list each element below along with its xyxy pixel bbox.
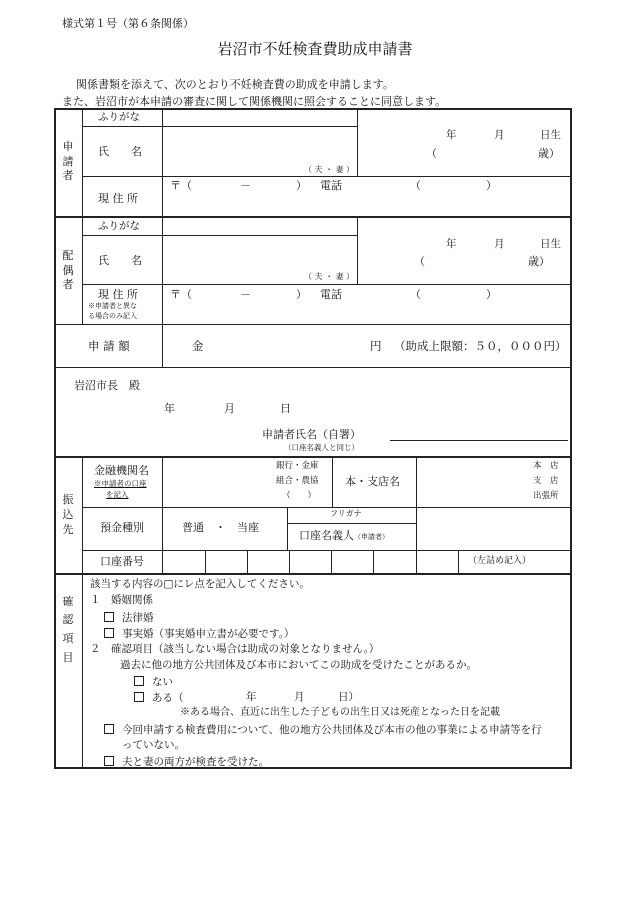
amount-limit-note: （助成上限額：５０，０００円）	[394, 339, 567, 353]
spouse-birth-month: 月	[494, 238, 505, 250]
signature-line	[390, 440, 568, 441]
spouse-postal-mark: 〒（	[170, 288, 192, 301]
checkbox-icon[interactable]	[104, 612, 114, 622]
check-common-law[interactable]: 事実婚（事実婚申立書が必要です。）	[104, 628, 294, 640]
applicant-birth-month: 月	[494, 129, 505, 141]
account-holder-label: 口座名義人（申請者）	[299, 529, 389, 542]
spouse-furigana-field[interactable]	[163, 219, 356, 234]
check-no-other-application[interactable]: 今回申請する検査費用について、他の地方公共団体及び本市の他の事業による申請等を行	[104, 724, 542, 736]
amount-field[interactable]	[205, 330, 365, 362]
prior-day: 日）	[338, 691, 359, 703]
kana-label: フリガナ	[330, 509, 362, 518]
spouse-address-label: 現 住 所	[98, 288, 138, 301]
check-no-prior[interactable]: ない	[134, 676, 173, 688]
date-day: 日	[280, 402, 291, 415]
confirmation-instruction: 該当する内容の□にレ点を記入してください。	[90, 578, 310, 590]
applicant-furigana-field[interactable]	[163, 109, 356, 125]
spouse-age-open: （	[414, 255, 425, 268]
spouse-phone-open: （	[410, 288, 421, 301]
spouse-birth-day: 日生	[540, 238, 561, 250]
checkbox-icon[interactable]	[104, 724, 114, 734]
account-number-field[interactable]	[163, 551, 457, 572]
check-no-other-application-cont: っていない。	[122, 739, 185, 751]
amount-prefix: 金	[192, 339, 204, 353]
spouse-address-field[interactable]	[163, 285, 571, 323]
branch-label: 本・支店名	[345, 475, 400, 488]
deposit-type-label: 預金種別	[100, 521, 144, 534]
spouse-role-hint: （ 夫 ・ 妻 ）	[304, 272, 355, 281]
amount-unit: 円	[370, 339, 382, 353]
applicant-phone-open: （	[410, 179, 421, 192]
applicant-birth-day: 日生	[540, 129, 561, 141]
applicant-address-field[interactable]	[163, 177, 571, 215]
signature-note: （口座名義人と同じ）	[284, 443, 359, 452]
applicant-postal-dash: －	[240, 179, 251, 192]
spouse-section-label: 配 偶 者	[62, 248, 74, 292]
intro-line-2: また、岩沼市が本申請の審査に関して関係機関に照会することに同意します。	[62, 95, 447, 108]
applicant-postal-mark: 〒（	[170, 179, 192, 192]
applicant-role-hint: （ 夫 ・ 妻 ）	[304, 165, 355, 174]
branch-type-1: 本 店	[533, 461, 559, 471]
signature-label: 申請者氏名（自署）	[262, 428, 361, 441]
branch-name-field[interactable]	[417, 459, 527, 506]
branch-type-2: 支 店	[533, 476, 559, 486]
institution-type-1: 銀行・金庫	[276, 461, 319, 471]
page-title: 岩沼市不妊検査費助成申請書	[217, 40, 413, 58]
branch-type-3: 出張所	[533, 491, 559, 501]
applicant-phone-close: ）	[486, 179, 497, 192]
intro-line-1: 関係書類を添えて、次のとおり不妊検査費の助成を申請します。	[76, 78, 394, 91]
date-year: 年	[164, 402, 175, 415]
checkbox-icon[interactable]	[134, 676, 144, 686]
signature-field[interactable]	[390, 424, 568, 440]
institution-type-3: （ ）	[282, 491, 317, 501]
spouse-birth-year: 年	[446, 238, 457, 250]
spouse-postal-dash: －	[240, 288, 251, 301]
check-legal-marriage[interactable]: 法律婚	[104, 612, 154, 624]
account-note: （左詰め記入）	[468, 556, 532, 566]
institution-note-2: を記入	[106, 490, 129, 499]
check-both-tested[interactable]: 夫と妻の両方が検査を受けた。	[104, 756, 269, 768]
institution-type-2: 組合・農協	[276, 476, 319, 486]
mayor-addressee: 岩沼市長 殿	[74, 379, 140, 392]
applicant-birth-year: 年	[446, 129, 457, 141]
institution-name-field[interactable]	[163, 459, 273, 506]
spouse-postal-close: ）	[296, 288, 307, 301]
spouse-address-note-1: ※申請者と異な	[88, 302, 137, 310]
prior-year: 年	[246, 691, 257, 703]
spouse-furigana-label: ふりがな	[98, 220, 140, 232]
account-number-label: 口座番号	[100, 555, 144, 568]
check-yes-prior[interactable]: ある（	[134, 692, 184, 704]
holder-name-field[interactable]	[417, 524, 571, 549]
applicant-age-unit: 歳）	[538, 147, 560, 160]
bank-section-label: 振 込 先	[62, 493, 74, 536]
holder-kana-field[interactable]	[417, 508, 571, 523]
date-month: 月	[224, 402, 235, 415]
spouse-name-label: 氏 名	[98, 254, 142, 267]
applicant-furigana-label: ふりがな	[98, 111, 140, 123]
spouse-phone-close: ）	[486, 288, 497, 301]
confirmation-section-label: 確 認 項 目	[62, 594, 74, 664]
form-number: 様式第１号（第６条関係）	[62, 17, 194, 30]
checkbox-icon[interactable]	[104, 628, 114, 638]
item1-title: １ 婚姻関係	[90, 594, 153, 606]
applicant-phone-label: 電話	[320, 179, 342, 192]
institution-note-1: ※申請者の口座	[94, 479, 147, 488]
yes-note: ※ある場合、直近に出生した子どもの出生日又は死産となった日を記載	[180, 707, 500, 718]
spouse-phone-label: 電話	[320, 288, 342, 301]
applicant-age-open: （	[426, 147, 437, 160]
application-date-field[interactable]	[130, 399, 300, 417]
prior-month: 月	[294, 691, 305, 703]
checkbox-icon[interactable]	[104, 756, 114, 766]
institution-label: 金融機関名	[94, 464, 149, 477]
item2-question: 過去に他の地方公共団体及び本市においてこの助成を受けたことがあるか。	[120, 659, 477, 671]
amount-label: 申 請 額	[88, 339, 130, 353]
checkbox-icon[interactable]	[134, 692, 144, 702]
spouse-birth-field[interactable]	[358, 219, 571, 283]
deposit-type-options[interactable]: 普通 ・ 当座	[182, 521, 259, 534]
applicant-name-label: 氏 名	[98, 145, 142, 158]
spouse-address-note-2: る場合のみ記入	[88, 312, 137, 320]
applicant-section-label: 申 請 者	[62, 139, 74, 183]
item2-title: ２ 確認項目（該当しない場合は助成の対象となりません。）	[90, 643, 380, 655]
applicant-birth-field[interactable]	[358, 109, 571, 175]
applicant-postal-close: ）	[296, 179, 307, 192]
applicant-address-label: 現 住 所	[98, 192, 138, 205]
spouse-age-unit: 歳）	[528, 255, 550, 268]
